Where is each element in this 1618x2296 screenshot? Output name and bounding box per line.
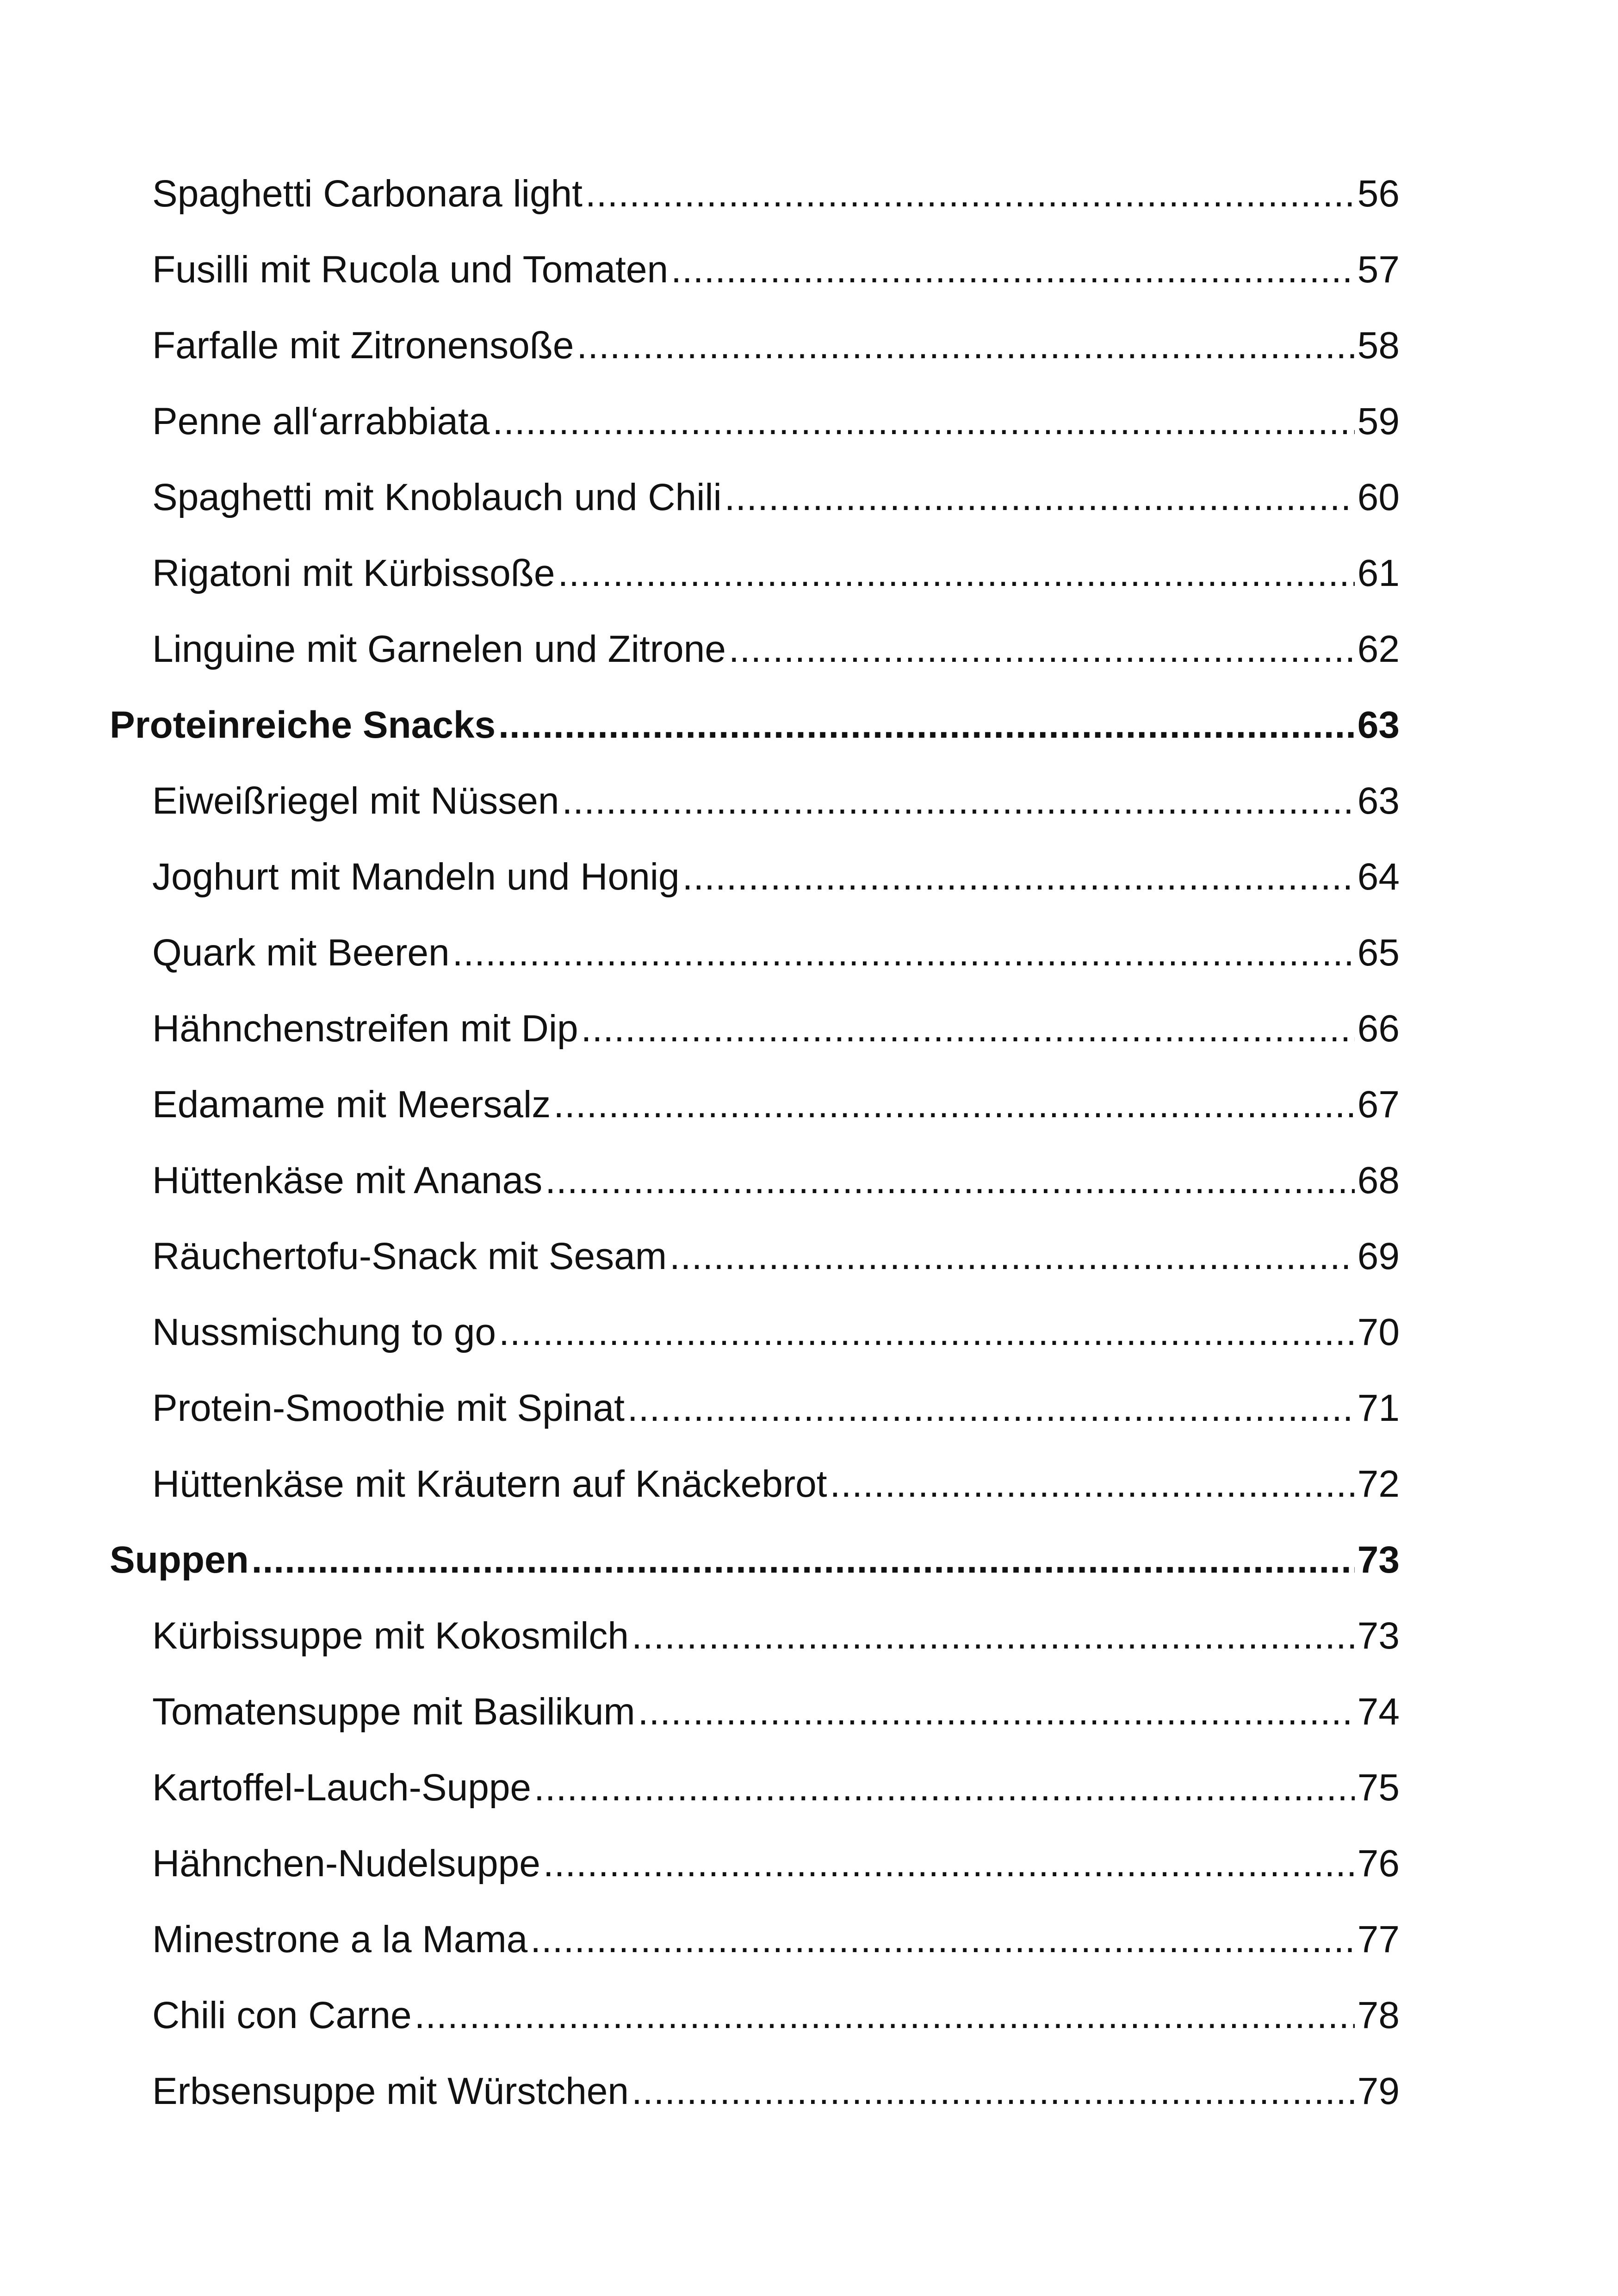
dot-leader	[581, 991, 1355, 1067]
toc-entry[interactable]	[110, 1370, 1400, 1446]
dot-leader	[638, 1674, 1355, 1750]
dot-leader	[534, 1750, 1355, 1826]
toc-entry-title: Räuchertofu-Snack mit Sesam	[152, 1235, 667, 1277]
toc-entry[interactable]	[110, 763, 1400, 839]
toc-entry-page: 76	[1357, 1842, 1400, 1885]
dot-leader	[729, 611, 1355, 687]
toc-section-title: Proteinreiche Snacks	[110, 704, 496, 746]
toc-entry-title: Tomatensuppe mit Basilikum	[152, 1691, 635, 1733]
dot-leader	[558, 535, 1354, 611]
dot-leader	[682, 839, 1355, 915]
toc-entry-title: Fusilli mit Rucola und Tomaten	[152, 249, 669, 291]
toc-entry[interactable]	[110, 535, 1400, 611]
toc-section-title: Suppen	[110, 1539, 249, 1581]
toc-entry[interactable]	[110, 308, 1400, 384]
toc-entry-page: 73	[1357, 1615, 1400, 1657]
dot-leader	[543, 1826, 1355, 1902]
toc-entry-title: Protein-Smoothie mit Spinat	[152, 1387, 625, 1429]
toc-entry[interactable]	[110, 1067, 1400, 1143]
dot-leader	[530, 1902, 1355, 1978]
toc-entry-title: Edamame mit Meersalz	[152, 1083, 551, 1126]
toc-entry-page: 66	[1357, 1008, 1400, 1050]
toc-entry-title: Penne all‘arrabbiata	[152, 400, 490, 442]
toc-entry-title: Minestrone a la Mama	[152, 1918, 528, 1960]
toc-entry-title: Hüttenkäse mit Kräutern auf Knäckebrot	[152, 1463, 827, 1505]
toc-entry[interactable]	[110, 1598, 1400, 1674]
toc-entry-page: 68	[1357, 1159, 1400, 1201]
dot-leader	[498, 687, 1355, 763]
toc-entry-title: Eiweißriegel mit Nüssen	[152, 780, 559, 822]
dot-leader	[725, 460, 1355, 535]
toc-entry-title: Nussmischung to go	[152, 1311, 496, 1353]
toc-entry-page: 56	[1357, 173, 1400, 215]
dot-leader	[585, 156, 1355, 232]
toc-entry-page: 63	[1357, 780, 1400, 822]
dot-leader	[632, 1598, 1355, 1674]
dot-leader	[415, 1978, 1355, 2053]
toc-entry[interactable]	[110, 2053, 1400, 2129]
toc-entry[interactable]	[110, 991, 1400, 1067]
toc-entry-title: Hähnchenstreifen mit Dip	[152, 1008, 578, 1050]
toc-entry[interactable]	[110, 1750, 1400, 1826]
dot-leader	[830, 1446, 1355, 1522]
toc-entry-title: Farfalle mit Zitronensoße	[152, 324, 574, 367]
toc-entry[interactable]	[110, 611, 1400, 687]
toc-entry[interactable]	[110, 1978, 1400, 2053]
toc-section-page: 73	[1357, 1539, 1400, 1581]
toc-entry-page: 62	[1357, 628, 1400, 670]
toc-entry[interactable]	[110, 1826, 1400, 1902]
toc-entry-page: 64	[1357, 856, 1400, 898]
dot-leader	[671, 232, 1355, 308]
dot-leader	[670, 1219, 1355, 1294]
toc-entry-title: Joghurt mit Mandeln und Honig	[152, 856, 680, 898]
toc-entry[interactable]	[110, 1446, 1400, 1522]
toc-entry-page: 67	[1357, 1083, 1400, 1126]
toc-entry-page: 61	[1357, 552, 1400, 594]
toc-entry-page: 72	[1357, 1463, 1400, 1505]
toc-entry-page: 65	[1357, 932, 1400, 974]
toc-entry[interactable]	[110, 1674, 1400, 1750]
toc-entry[interactable]	[110, 384, 1400, 460]
toc-entry-title: Spaghetti Carbonara light	[152, 173, 583, 215]
dot-leader	[553, 1067, 1355, 1143]
toc-entry-page: 71	[1357, 1387, 1400, 1429]
toc-entry[interactable]	[110, 915, 1400, 991]
toc-entry-page: 70	[1357, 1311, 1400, 1353]
toc-entry[interactable]	[110, 1902, 1400, 1978]
toc-entry-page: 59	[1357, 400, 1400, 442]
toc-entry-title: Rigatoni mit Kürbissoße	[152, 552, 555, 594]
dot-leader	[252, 1522, 1355, 1598]
toc-entry-page: 58	[1357, 324, 1400, 367]
toc-entry[interactable]	[110, 1143, 1400, 1219]
dot-leader	[545, 1143, 1355, 1219]
toc-entry-page: 77	[1357, 1918, 1400, 1960]
toc-entry-title: Erbsensuppe mit Würstchen	[152, 2070, 629, 2112]
table-of-contents	[110, 156, 1400, 2129]
toc-section[interactable]	[110, 687, 1400, 763]
toc-entry[interactable]	[110, 460, 1400, 535]
toc-section[interactable]	[110, 1522, 1400, 1598]
toc-entry[interactable]	[110, 839, 1400, 915]
dot-leader	[499, 1294, 1355, 1370]
toc-entry-title: Chili con Carne	[152, 1994, 412, 2036]
dot-leader	[632, 2053, 1355, 2129]
dot-leader	[562, 763, 1355, 839]
dot-leader	[577, 308, 1354, 384]
toc-entry-title: Quark mit Beeren	[152, 932, 450, 974]
toc-entry-page: 57	[1357, 249, 1400, 291]
toc-entry-title: Hüttenkäse mit Ananas	[152, 1159, 543, 1201]
toc-entry-title: Linguine mit Garnelen und Zitrone	[152, 628, 726, 670]
toc-entry-page: 78	[1357, 1994, 1400, 2036]
toc-entry[interactable]	[110, 1219, 1400, 1294]
toc-entry-page: 79	[1357, 2070, 1400, 2112]
toc-entry-page: 74	[1357, 1691, 1400, 1733]
toc-entry-page: 60	[1357, 476, 1400, 518]
toc-entry-page: 75	[1357, 1767, 1400, 1809]
dot-leader	[453, 915, 1355, 991]
toc-entry-title: Kürbissuppe mit Kokosmilch	[152, 1615, 629, 1657]
toc-entry[interactable]	[110, 1294, 1400, 1370]
toc-entry[interactable]	[110, 232, 1400, 308]
toc-entry-title: Spaghetti mit Knoblauch und Chili	[152, 476, 722, 518]
toc-section-page: 63	[1357, 704, 1400, 746]
dot-leader	[627, 1370, 1355, 1446]
toc-entry[interactable]	[110, 156, 1400, 232]
toc-entry-title: Hähnchen-Nudelsuppe	[152, 1842, 540, 1885]
toc-entry-page: 69	[1357, 1235, 1400, 1277]
toc-entry-title: Kartoffel-Lauch-Suppe	[152, 1767, 532, 1809]
dot-leader	[492, 384, 1354, 460]
